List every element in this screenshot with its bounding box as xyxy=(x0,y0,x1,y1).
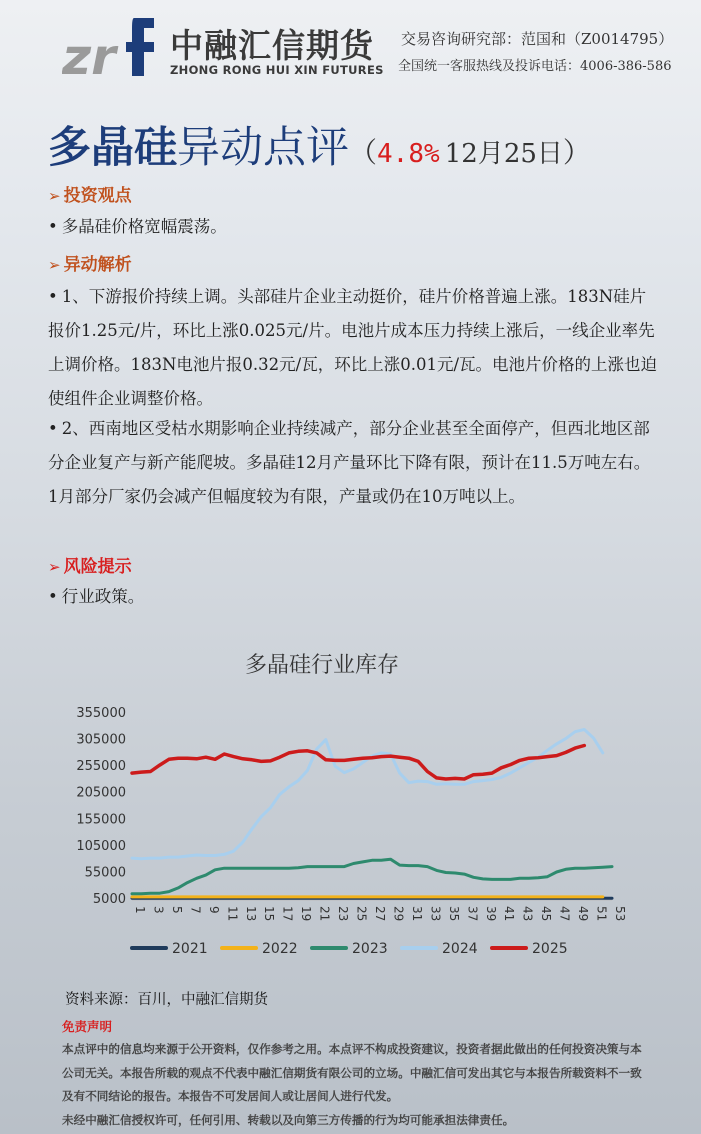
x-tick-label: 13 xyxy=(243,906,258,922)
bullet-icon: • xyxy=(48,587,58,606)
chart-title: 多晶硅行业库存 xyxy=(244,653,400,678)
x-tick-label: 39 xyxy=(483,906,498,922)
disclaimer-paragraph-1: 本点评中的信息均来源于公开资料，仅作参考之用。本点评不构成投资建议，投资者据此做出的任何投资决策与本公司无关。本报告所载的观点不代表中融汇信期货有限公司的立场。中融汇信可发出其它与本报告所载资料不一致及有不同结论的报告。本报告不可发居间人或让居间人进行代发。 xyxy=(62,1042,642,1103)
logo-chinese-name: 中融汇信期货 xyxy=(170,26,374,65)
x-tick-label: 19 xyxy=(299,906,314,922)
x-tick-label: 27 xyxy=(373,906,387,922)
title-paren-open: （ xyxy=(349,136,378,169)
title-sub: 异动点评 xyxy=(177,123,349,173)
bullet-icon: • xyxy=(48,287,58,306)
y-tick-label: 55000 xyxy=(84,865,126,881)
view-heading: ➢ 投资观点 xyxy=(48,186,132,206)
x-tick-label: 3 xyxy=(151,906,166,914)
hotline-info: 全国统一客服热线及投诉电话：4006-386-586 xyxy=(398,59,672,74)
x-tick-label: 11 xyxy=(225,906,240,922)
title-change: 4.8% xyxy=(377,139,440,169)
series-line-2024 xyxy=(132,730,603,859)
x-tick-label: 17 xyxy=(280,906,295,922)
y-tick-label: 255000 xyxy=(76,759,126,775)
x-tick-label: 47 xyxy=(557,906,572,922)
arrow-icon: ➢ xyxy=(48,256,61,274)
bullet-icon: • xyxy=(48,217,58,236)
x-tick-label: 35 xyxy=(446,906,461,922)
bullet-icon: • xyxy=(48,419,58,438)
analyst-info: 交易咨询研究部：范国和（Z0014795） xyxy=(401,30,674,48)
view-paragraph: • 多晶硅价格宽幅震荡。 xyxy=(48,217,227,236)
y-tick-label: 5000 xyxy=(92,892,126,907)
x-tick-label: 53 xyxy=(613,906,627,922)
logo-english-name: ZHONG RONG HUI XIN FUTURES xyxy=(170,63,384,77)
x-tick-label: 9 xyxy=(206,906,221,914)
header xyxy=(0,0,701,95)
y-tick-label: 155000 xyxy=(76,812,126,828)
x-tick-label: 7 xyxy=(188,906,203,914)
x-tick-label: 45 xyxy=(539,906,554,922)
analysis-heading: ➢ 异动解析 xyxy=(48,255,132,275)
analysis-paragraph-1: • 1、下游报价持续上调。头部硅片企业主动挺价，硅片价格普遍上涨。183N硅片报价1.25元/片，环比上涨0.025元/片。电池片成本压力持续上涨后，一线企业率先上调价格。183N电池片报0.32元/瓦，环比上涨0.01元/瓦。电池片价格的上涨也迫使组件企业调整价格。 xyxy=(48,287,658,408)
title-main: 多晶硅 xyxy=(48,123,177,173)
disclaimer-title: 免责声明 xyxy=(62,1019,113,1034)
legend-label-2021: 2021 xyxy=(172,941,208,957)
x-tick-label: 31 xyxy=(409,906,424,922)
x-tick-label: 41 xyxy=(502,906,517,922)
x-tick-label: 33 xyxy=(428,906,443,922)
risk-paragraph: • 行业政策。 xyxy=(48,587,145,606)
arrow-icon: ➢ xyxy=(48,187,61,205)
report-title xyxy=(48,114,591,175)
analysis-paragraph-2: • 2、西南地区受枯水期影响企业持续减产，部分企业甚至全面停产，但西北地区部分企业复产与新产能爬坡。多晶硅12月产量环比下降有限，预计在11.5万吨左右。1月部分厂家仍会减产但幅度较为有限，产量或仍在10万吨以上。 xyxy=(48,419,651,506)
disclaimer-paragraph-2: 未经中融汇信授权许可，任何引用、转载以及向第三方传播的行为均可能承担法律责任。 xyxy=(62,1112,515,1127)
x-tick-label: 25 xyxy=(354,906,369,922)
x-tick-label: 29 xyxy=(391,906,406,922)
legend-label-2025: 2025 xyxy=(532,941,568,957)
title-date: 12月25日 xyxy=(444,139,563,169)
legend-label-2024: 2024 xyxy=(442,941,478,957)
company-logo-icon xyxy=(62,12,162,80)
series-line-2025 xyxy=(132,746,584,780)
x-tick-label: 5 xyxy=(169,906,184,914)
arrow-icon: ➢ xyxy=(48,558,61,576)
y-tick-label: 305000 xyxy=(76,732,126,748)
svg-text:zr: zr xyxy=(62,28,116,80)
x-tick-label: 21 xyxy=(317,906,332,922)
legend-label-2023: 2023 xyxy=(352,941,388,957)
x-tick-label: 37 xyxy=(465,906,480,922)
x-tick-label: 15 xyxy=(262,906,277,922)
y-tick-label: 355000 xyxy=(76,706,126,721)
data-source: 资料来源：百川，中融汇信期货 xyxy=(65,992,268,1008)
x-tick-label: 51 xyxy=(594,906,609,922)
y-tick-label: 205000 xyxy=(76,785,126,801)
title-paren-close: ） xyxy=(562,136,591,169)
y-tick-label: 105000 xyxy=(76,838,126,854)
disclaimer-text xyxy=(62,1038,642,1132)
x-tick-label: 43 xyxy=(520,906,535,922)
x-tick-label: 49 xyxy=(576,906,591,922)
risk-heading: ➢ 风险提示 xyxy=(48,557,132,577)
inventory-chart xyxy=(62,632,642,982)
legend-label-2022: 2022 xyxy=(262,941,298,957)
x-tick-label: 23 xyxy=(336,906,351,922)
series-line-2023 xyxy=(132,859,612,894)
x-tick-label: 1 xyxy=(133,906,147,914)
